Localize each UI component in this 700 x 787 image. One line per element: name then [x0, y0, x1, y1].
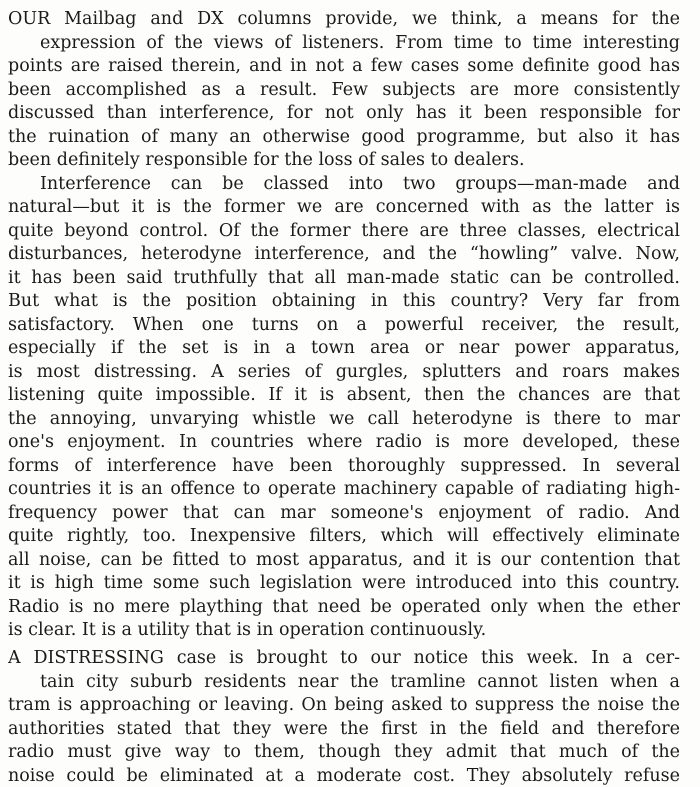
text-line: OUR Mailbag and DX columns provide, we think, a means for the: [8, 9, 680, 29]
text-line: it has been said truthfully that all man-made static can be controlled.: [8, 268, 680, 288]
text-line: all noise, can be fitted to most apparatus, and it is our contention that: [8, 550, 680, 570]
text-line: forms of interference have been thoroughly suppressed. In several: [8, 456, 680, 476]
text-line: points are raised therein, and in not a few cases some definite good has: [8, 56, 680, 76]
text-line: frequency power that can mar someone's enjoyment of radio. And: [8, 503, 680, 523]
text-line: Radio is no mere plaything that need be operated only when the ether: [8, 597, 680, 617]
text-line: disturbances, heterodyne interference, and the “howling” valve. Now,: [8, 244, 680, 264]
text-line: But what is the position obtaining in this country? Very far from: [8, 291, 680, 311]
text-line: expression of the views of listeners. From time to time interesting: [40, 33, 680, 53]
text-line: is clear. It is a utility that is in operation continuously.: [8, 620, 487, 640]
text-line: been accomplished as a result. Few subjects are more consistently: [8, 80, 680, 100]
text-line: the ruination of many an otherwise good programme, but also it has: [8, 127, 680, 147]
text-line: is most distressing. A series of gurgles, splutters and roars makes: [8, 362, 680, 382]
text-line: one's enjoyment. In countries where radio is more developed, these: [8, 432, 680, 452]
text-line: been definitely responsible for the loss of sales to dealers.: [8, 150, 525, 170]
text-line: natural—but it is the former we are concerned with as the latter is: [8, 197, 680, 217]
text-line: the annoying, unvarying whistle we call heterodyne is there to mar: [8, 409, 680, 429]
text-line: radio must give way to them, though they admit that much of the: [8, 742, 680, 762]
text-line: satisfactory. When one turns on a powerful receiver, the result,: [8, 315, 680, 335]
text-line: noise could be eliminated at a moderate cost. They absolutely refuse: [8, 766, 680, 786]
text-line: listening quite impossible. If it is absent, then the chances are that: [8, 385, 680, 405]
text-line: authorities stated that they were the first in the field and therefore: [8, 719, 680, 739]
text-line: quite beyond control. Of the former there are three classes, electrical: [8, 221, 680, 241]
text-line: tain city suburb residents near the tramline cannot listen when a: [40, 672, 680, 692]
text-line: countries it is an offence to operate machinery capable of radiating high-: [8, 479, 680, 499]
text-line: A DISTRESSING case is brought to our notice this week. In a cer-: [8, 648, 680, 668]
text-line: tram is approaching or leaving. On being asked to suppress the noise the: [8, 695, 680, 715]
text-line: it is high time some such legislation were introduced into this country.: [8, 573, 680, 593]
text-line: especially if the set is in a town area or near power apparatus,: [8, 338, 680, 358]
text-line: discussed than interference, for not only has it been responsible for: [8, 103, 680, 123]
text-line: quite rightly, too. Inexpensive filters, which will effectively eliminate: [8, 526, 680, 546]
text-line: Interference can be classed into two groups—man-made and: [40, 174, 680, 194]
